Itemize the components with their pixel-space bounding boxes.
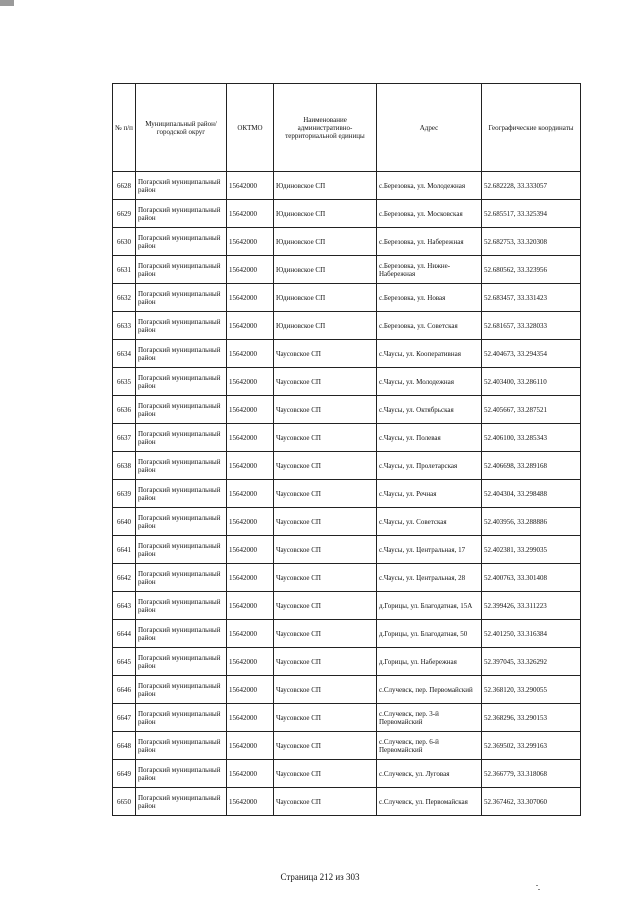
address-cell: с.Чаусы, ул. Полевая [377,424,482,452]
table-row [113,228,581,256]
territory-cell: Чаусовское СП [274,536,377,564]
territory-cell: Юдиновское СП [274,200,377,228]
municipality-cell: Погарский муниципальный район [136,592,227,620]
oktmo-cell: 15642000 [227,732,274,760]
coordinates-cell: 52.401250, 33.316384 [482,620,581,648]
row-number: 6646 [113,676,136,704]
address-cell: с.Случевск, ул. Первомайская [377,788,482,816]
coordinates-cell: 52.399426, 33.311223 [482,592,581,620]
coordinates-cell: 52.368120, 33.290055 [482,676,581,704]
table-row [113,648,581,676]
row-number: 6645 [113,648,136,676]
municipality-cell: Погарский муниципальный район [136,704,227,732]
table-row [113,256,581,284]
header-num: № п/п [113,84,136,172]
row-number: 6649 [113,760,136,788]
territory-cell: Чаусовское СП [274,732,377,760]
municipality-cell: Погарский муниципальный район [136,452,227,480]
scan-speck [538,889,540,890]
address-cell: с.Березовка, ул. Набережная [377,228,482,256]
header-coords: Географические координаты [482,84,581,172]
row-number: 6629 [113,200,136,228]
row-number: 6634 [113,340,136,368]
table-row [113,452,581,480]
municipality-cell: Погарский муниципальный район [136,228,227,256]
table-row [113,732,581,760]
scan-speck [536,885,538,886]
coordinates-cell: 52.404673, 33.294354 [482,340,581,368]
coordinates-cell: 52.685517, 33.325394 [482,200,581,228]
row-number: 6644 [113,620,136,648]
row-number: 6635 [113,368,136,396]
row-number: 6642 [113,564,136,592]
territory-cell: Чаусовское СП [274,564,377,592]
address-cell: с.Случевск, пер. 6-й Первомайский [377,732,482,760]
table-body [113,172,581,816]
municipality-cell: Погарский муниципальный район [136,396,227,424]
table-header-row [113,84,581,172]
coordinates-cell: 52.400763, 33.301408 [482,564,581,592]
territory-cell: Чаусовское СП [274,340,377,368]
table-row [113,564,581,592]
address-cell: с.Чаусы, ул. Кооперативная [377,340,482,368]
header-oktmo: ОКТМО [227,84,274,172]
territory-cell: Чаусовское СП [274,592,377,620]
oktmo-cell: 15642000 [227,760,274,788]
municipality-cell: Погарский муниципальный район [136,312,227,340]
oktmo-cell: 15642000 [227,340,274,368]
coordinates-cell: 52.369502, 33.299163 [482,732,581,760]
oktmo-cell: 15642000 [227,480,274,508]
municipality-cell: Погарский муниципальный район [136,284,227,312]
municipality-cell: Погарский муниципальный район [136,256,227,284]
oktmo-cell: 15642000 [227,564,274,592]
address-cell: с.Чаусы, ул. Речная [377,480,482,508]
table-row [113,788,581,816]
table-row [113,676,581,704]
territory-cell: Чаусовское СП [274,508,377,536]
oktmo-cell: 15642000 [227,536,274,564]
row-number: 6647 [113,704,136,732]
page-number: Страница 212 из 303 [280,872,360,882]
oktmo-cell: 15642000 [227,200,274,228]
table-row [113,340,581,368]
row-number: 6640 [113,508,136,536]
table-row [113,536,581,564]
address-cell: с.Березовка, ул. Московская [377,200,482,228]
territory-cell: Чаусовское СП [274,788,377,816]
territory-cell: Чаусовское СП [274,760,377,788]
oktmo-cell: 15642000 [227,312,274,340]
table-row [113,508,581,536]
coordinates-cell: 52.682228, 33.333057 [482,172,581,200]
address-cell: д.Горицы, ул. Набережная [377,648,482,676]
territory-cell: Чаусовское СП [274,368,377,396]
table-row [113,480,581,508]
coordinates-cell: 52.682753, 33.320308 [482,228,581,256]
table-row [113,312,581,340]
territory-cell: Чаусовское СП [274,704,377,732]
coordinates-cell: 52.406698, 33.289168 [482,452,581,480]
address-cell: с.Березовка, ул. Новая [377,284,482,312]
oktmo-cell: 15642000 [227,452,274,480]
header-territory: Наименование административно-территориальной единицы [274,84,377,172]
territory-cell: Чаусовское СП [274,424,377,452]
row-number: 6639 [113,480,136,508]
table-row [113,368,581,396]
address-cell: с.Чаусы, ул. Пролетарская [377,452,482,480]
oktmo-cell: 15642000 [227,256,274,284]
oktmo-cell: 15642000 [227,508,274,536]
oktmo-cell: 15642000 [227,172,274,200]
territory-cell: Юдиновское СП [274,284,377,312]
coordinates-cell: 52.403956, 33.288886 [482,508,581,536]
table-row [113,172,581,200]
address-cell: с.Случевск, пер. 3-й Первомайский [377,704,482,732]
row-number: 6648 [113,732,136,760]
territory-cell: Чаусовское СП [274,676,377,704]
territory-cell: Чаусовское СП [274,396,377,424]
coordinates-cell: 52.402381, 33.299035 [482,536,581,564]
address-cell: с.Чаусы, ул. Октябрьская [377,396,482,424]
municipality-cell: Погарский муниципальный район [136,648,227,676]
coordinates-cell: 52.367462, 33.307060 [482,788,581,816]
territory-cell: Чаусовское СП [274,452,377,480]
coordinates-cell: 52.406100, 33.285343 [482,424,581,452]
territory-cell: Юдиновское СП [274,172,377,200]
coordinates-cell: 52.683457, 33.331423 [482,284,581,312]
scan-corner-mark [0,0,14,6]
oktmo-cell: 15642000 [227,676,274,704]
oktmo-cell: 15642000 [227,396,274,424]
coordinates-cell: 52.368296, 33.290153 [482,704,581,732]
address-cell: с.Случевск, ул. Луговая [377,760,482,788]
table-row [113,396,581,424]
address-cell: д.Горицы, ул. Благодатная, 15А [377,592,482,620]
row-number: 6630 [113,228,136,256]
oktmo-cell: 15642000 [227,284,274,312]
row-number: 6637 [113,424,136,452]
municipality-cell: Погарский муниципальный район [136,788,227,816]
row-number: 6632 [113,284,136,312]
municipality-cell: Погарский муниципальный район [136,676,227,704]
address-cell: с.Березовка, ул. Советская [377,312,482,340]
municipality-cell: Погарский муниципальный район [136,760,227,788]
municipality-cell: Погарский муниципальный район [136,508,227,536]
table-row [113,620,581,648]
row-number: 6628 [113,172,136,200]
coordinates-cell: 52.680562, 33.323956 [482,256,581,284]
header-municipality: Муниципальный район/городской округ [136,84,227,172]
municipality-cell: Погарский муниципальный район [136,536,227,564]
oktmo-cell: 15642000 [227,648,274,676]
address-cell: с.Березовка, ул. Нижне-Набережная [377,256,482,284]
row-number: 6643 [113,592,136,620]
municipality-cell: Погарский муниципальный район [136,340,227,368]
oktmo-cell: 15642000 [227,592,274,620]
address-cell: с.Чаусы, ул. Молодежная [377,368,482,396]
address-cell: с.Чаусы, ул. Советская [377,508,482,536]
oktmo-cell: 15642000 [227,704,274,732]
table-row [113,424,581,452]
oktmo-cell: 15642000 [227,228,274,256]
oktmo-cell: 15642000 [227,620,274,648]
registry-table [112,83,581,816]
row-number: 6631 [113,256,136,284]
territory-cell: Юдиновское СП [274,228,377,256]
coordinates-cell: 52.366779, 33.318068 [482,760,581,788]
territory-cell: Чаусовское СП [274,620,377,648]
coordinates-cell: 52.397045, 33.326292 [482,648,581,676]
coordinates-cell: 52.403400, 33.286110 [482,368,581,396]
row-number: 6636 [113,396,136,424]
coordinates-cell: 52.681657, 33.328033 [482,312,581,340]
coordinates-cell: 52.405667, 33.287521 [482,396,581,424]
oktmo-cell: 15642000 [227,788,274,816]
row-number: 6650 [113,788,136,816]
oktmo-cell: 15642000 [227,368,274,396]
table-row [113,284,581,312]
address-cell: с.Березовка, ул. Молодежная [377,172,482,200]
table-row [113,704,581,732]
municipality-cell: Погарский муниципальный район [136,480,227,508]
header-address: Адрес [377,84,482,172]
address-cell: с.Чаусы, ул. Центральная, 28 [377,564,482,592]
table-row [113,760,581,788]
address-cell: с.Чаусы, ул. Центральная, 17 [377,536,482,564]
row-number: 6638 [113,452,136,480]
coordinates-cell: 52.404304, 33.298488 [482,480,581,508]
municipality-cell: Погарский муниципальный район [136,424,227,452]
address-cell: с.Случевск, пер. Первомайский [377,676,482,704]
row-number: 6641 [113,536,136,564]
territory-cell: Чаусовское СП [274,648,377,676]
municipality-cell: Погарский муниципальный район [136,732,227,760]
municipality-cell: Погарский муниципальный район [136,172,227,200]
territory-cell: Юдиновское СП [274,256,377,284]
row-number: 6633 [113,312,136,340]
municipality-cell: Погарский муниципальный район [136,620,227,648]
table-row [113,200,581,228]
municipality-cell: Погарский муниципальный район [136,200,227,228]
municipality-cell: Погарский муниципальный район [136,368,227,396]
address-cell: д.Горицы, ул. Благодатная, 50 [377,620,482,648]
municipality-cell: Погарский муниципальный район [136,564,227,592]
table-row [113,592,581,620]
oktmo-cell: 15642000 [227,424,274,452]
territory-cell: Юдиновское СП [274,312,377,340]
territory-cell: Чаусовское СП [274,480,377,508]
